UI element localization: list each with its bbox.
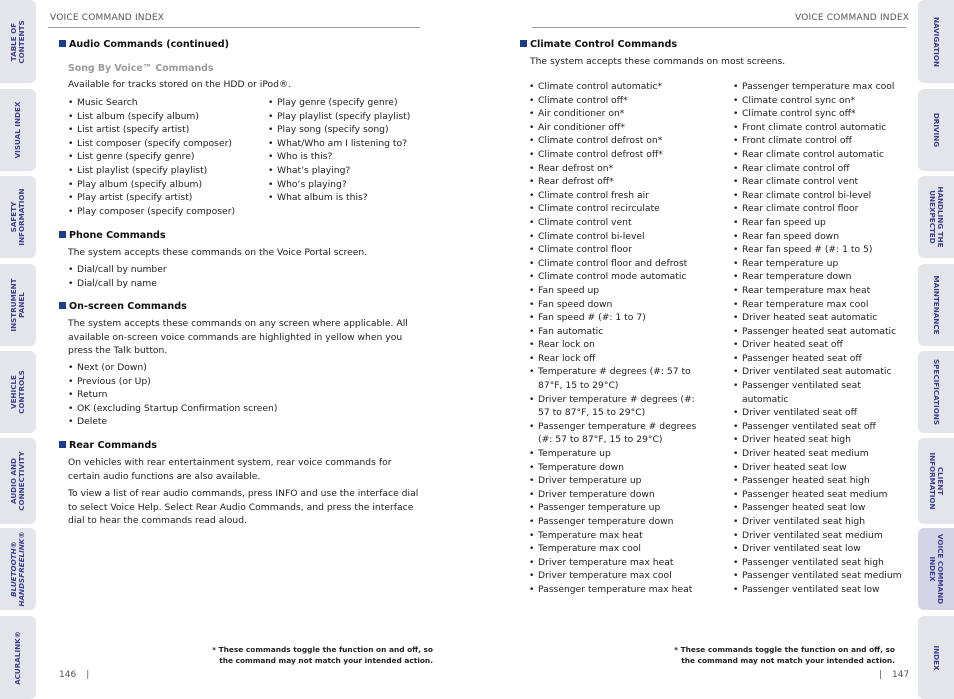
song-commands-list-2 [268,96,428,205]
climate-command-item: • Air conditioner off* [529,121,709,135]
right-header-rule [532,27,906,28]
left-chapter-tabs [0,0,36,699]
left-page-header: VOICE COMMAND INDEX [50,13,165,23]
climate-command-item: • Climate control vent [529,216,709,230]
song-command-item: • List composer (specify composer) [68,137,268,151]
climate-command-item: • Passenger ventilated seat automatic [733,379,903,406]
climate-command-item: • Rear fan speed up [733,216,903,230]
climate-command-item: • Passenger ventilated seat off [733,420,903,434]
onscreen-command-item: • Next (or Down) [68,361,418,375]
rear-commands-text-2: To view a list of rear audio commands, press INFO and use the interface dial to select Voice Help. Select Rear Audio Commands, and press the interface dial to hear the commands read aloud. [68,488,419,526]
tab-handling-the-unexpected[interactable]: HANDLING THE UNEXPECTED [918,176,954,258]
climate-command-item: • Climate control mode automatic [529,270,709,284]
climate-commands-heading: Climate Control Commands [520,39,677,50]
song-command-item: • What’s playing? [268,164,428,178]
climate-command-item: • Rear defrost off* [529,175,709,189]
climate-command-item: • Climate control floor [529,243,709,257]
climate-command-item: • Rear fan speed down [733,230,903,244]
song-by-voice-subheading: Song By Voice™ Commands [68,63,214,74]
section-marker-icon [520,40,527,47]
song-command-item: • Music Search [68,96,268,110]
climate-command-item: • Air conditioner on* [529,107,709,121]
climate-command-item: • Climate control defrost on* [529,134,709,148]
climate-command-item: • Driver heated seat automatic [733,311,903,325]
climate-command-item: • Passenger heated seat medium [733,488,903,502]
song-command-item: • What album is this? [268,191,428,205]
section-marker-icon [59,40,66,47]
climate-command-item: • Passenger heated seat low [733,501,903,515]
phone-commands-heading: Phone Commands [59,230,166,241]
song-command-item: • List album (specify album) [68,110,268,124]
climate-command-item: • Rear lock off [529,352,709,366]
tab-safety-information[interactable]: SAFETY INFORMATION [0,176,36,258]
climate-command-item: • Fan automatic [529,325,709,339]
climate-command-item: • Passenger ventilated seat medium [733,569,903,583]
rear-commands-text-1: On vehicles with rear entertainment system, rear voice commands for certain audio functions are also available. [68,457,392,482]
phone-command-item: • Dial/call by name [68,277,418,291]
rear-commands-heading: Rear Commands [59,440,157,451]
climate-command-item: • Rear lock on [529,338,709,352]
tab-navigation[interactable]: NAVIGATION [918,0,954,83]
tab-index[interactable]: INDEX [918,616,954,699]
tab-voice-command-index[interactable]: VOICE COMMAND INDEX [918,528,954,610]
song-command-item: • List genre (specify genre) [68,150,268,164]
climate-command-item: • Passenger ventilated seat low [733,583,903,597]
tab-vehicle-controls[interactable]: VEHICLE CONTROLS [0,351,36,433]
climate-commands-list-2 [733,80,903,597]
tab-bluetooth-handsfreelink[interactable]: BLUETOOTH® HANDSFREELINK® [0,528,36,610]
phone-command-item: • Dial/call by number [68,263,418,277]
climate-command-item: • Rear temperature down [733,270,903,284]
onscreen-command-item: • Previous (or Up) [68,375,418,389]
climate-command-item: • Driver ventilated seat low [733,542,903,556]
onscreen-commands-heading: On-screen Commands [59,301,187,312]
climate-command-item: • Climate control floor and defrost [529,257,709,271]
song-command-item: • Play song (specify song) [268,123,428,137]
section-marker-icon [59,302,66,309]
climate-command-item: • Passenger temperature max cool [733,80,903,94]
section-marker-icon [59,231,66,238]
climate-command-item: • Driver heated seat high [733,433,903,447]
climate-command-item: • Driver heated seat off [733,338,903,352]
onscreen-commands-list [68,361,418,429]
climate-commands-text: The system accepts these commands on most screens. [530,56,786,67]
onscreen-commands-text: The system accepts these commands on any screen where applicable. All available on-screen voice commands are highlighted in yellow when you press the Talk button. [68,318,408,356]
right-chapter-tabs [918,0,954,699]
tab-instrument-panel[interactable]: INSTRUMENT PANEL [0,264,36,346]
left-footnote: * These commands toggle the function on and off, so the command may not match your intended action. [212,645,433,665]
climate-command-item: • Rear temperature max cool [733,298,903,312]
section-marker-icon [59,441,66,448]
climate-command-item: • Rear temperature max heat [733,284,903,298]
climate-command-item: • Climate control automatic* [529,80,709,94]
climate-command-item: • Front climate control automatic [733,121,903,135]
song-command-item: • List playlist (specify playlist) [68,164,268,178]
song-command-item: • Play playlist (specify playlist) [268,110,428,124]
climate-command-item: • Passenger temperature up [529,501,709,515]
song-command-item: • List artist (specify artist) [68,123,268,137]
climate-command-item: • Driver ventilated seat automatic [733,365,903,379]
climate-command-item: • Rear fan speed # (#: 1 to 5) [733,243,903,257]
climate-command-item: • Driver heated seat medium [733,447,903,461]
tab-driving[interactable]: DRIVING [918,89,954,171]
song-command-item: • What/Who am I listening to? [268,137,428,151]
song-command-item: • Play genre (specify genre) [268,96,428,110]
climate-command-item: • Passenger heated seat high [733,474,903,488]
climate-command-item: • Fan speed up [529,284,709,298]
song-commands-list-1 [68,96,268,218]
climate-command-item: • Climate control recirculate [529,202,709,216]
climate-command-item: • Passenger heated seat off [733,352,903,366]
onscreen-command-item: • OK (excluding Startup Confirmation screen) [68,402,418,416]
song-command-item: • Who is this? [268,150,428,164]
climate-command-item: • Climate control fresh air [529,189,709,203]
tab-maintenance[interactable]: MAINTENANCE [918,264,954,346]
climate-command-item: • Front climate control off [733,134,903,148]
onscreen-command-item: • Return [68,388,418,402]
climate-command-item: • Climate control off* [529,94,709,108]
climate-command-item: • Driver ventilated seat medium [733,529,903,543]
climate-command-item: • Driver temperature # degrees (#: 57 to 87°F, 15 to 29°C) [529,393,709,420]
tab-visual-index[interactable]: VISUAL INDEX [0,89,36,171]
climate-command-item: • Rear climate control automatic [733,148,903,162]
climate-command-item: • Temperature max cool [529,542,709,556]
climate-command-item: • Driver ventilated seat off [733,406,903,420]
climate-command-item: • Rear climate control bi-level [733,189,903,203]
climate-command-item: • Rear climate control vent [733,175,903,189]
climate-command-item: • Driver ventilated seat high [733,515,903,529]
climate-command-item: • Temperature up [529,447,709,461]
climate-command-item: • Rear defrost on* [529,162,709,176]
right-footnote: * These commands toggle the function on and off, so the command may not match your intended action. [674,645,895,665]
climate-command-item: • Climate control defrost off* [529,148,709,162]
climate-command-item: • Temperature # degrees (#: 57 to 87°F, 15 to 29°C) [529,365,709,392]
climate-command-item: • Rear climate control floor [733,202,903,216]
climate-command-item: • Passenger temperature # degrees (#: 57 to 87°F, 15 to 29°C) [529,420,709,447]
song-command-item: • Play artist (specify artist) [68,191,268,205]
climate-command-item: • Driver temperature up [529,474,709,488]
audio-commands-heading: Audio Commands (continued) [59,39,229,50]
phone-commands-list [68,263,418,290]
climate-commands-list-1 [529,80,709,597]
climate-command-item: • Driver temperature down [529,488,709,502]
climate-command-item: • Passenger ventilated seat high [733,556,903,570]
left-page-number: 146 | [59,670,90,680]
song-intro-text: Available for tracks stored on the HDD or iPod®. [68,79,292,90]
song-command-item: • Play composer (specify composer) [68,205,268,219]
tab-acuralink[interactable]: ACURALINK® [0,616,36,699]
tab-audio-and-connectivity[interactable]: AUDIO AND CONNECTIVITY [0,438,36,524]
tab-specifications[interactable]: SPECIFICATIONS [918,351,954,433]
onscreen-command-item: • Delete [68,415,418,429]
climate-command-item: • Fan speed down [529,298,709,312]
climate-command-item: • Passenger temperature max heat [529,583,709,597]
climate-command-item: • Driver temperature max heat [529,556,709,570]
climate-command-item: • Temperature max heat [529,529,709,543]
climate-command-item: • Passenger temperature down [529,515,709,529]
climate-command-item: • Climate control bi-level [529,230,709,244]
climate-command-item: • Climate control sync on* [733,94,903,108]
climate-command-item: • Passenger heated seat automatic [733,325,903,339]
right-page-number: | 147 [879,670,910,680]
climate-command-item: • Rear climate control off [733,162,903,176]
song-command-item: • Who’s playing? [268,178,428,192]
phone-commands-text: The system accepts these commands on the Voice Portal screen. [68,247,368,258]
song-command-item: • Play album (specify album) [68,178,268,192]
left-header-rule [48,27,420,28]
climate-command-item: • Fan speed # (#: 1 to 7) [529,311,709,325]
tab-client-information[interactable]: CLIENT INFORMATION [918,438,954,524]
climate-command-item: • Climate control sync off* [733,107,903,121]
climate-command-item: • Temperature down [529,461,709,475]
right-page-header: VOICE COMMAND INDEX [795,13,910,23]
climate-command-item: • Rear temperature up [733,257,903,271]
tab-table-of-contents[interactable]: TABLE OF CONTENTS [0,0,36,83]
climate-command-item: • Driver temperature max cool [529,569,709,583]
climate-command-item: • Driver heated seat low [733,461,903,475]
